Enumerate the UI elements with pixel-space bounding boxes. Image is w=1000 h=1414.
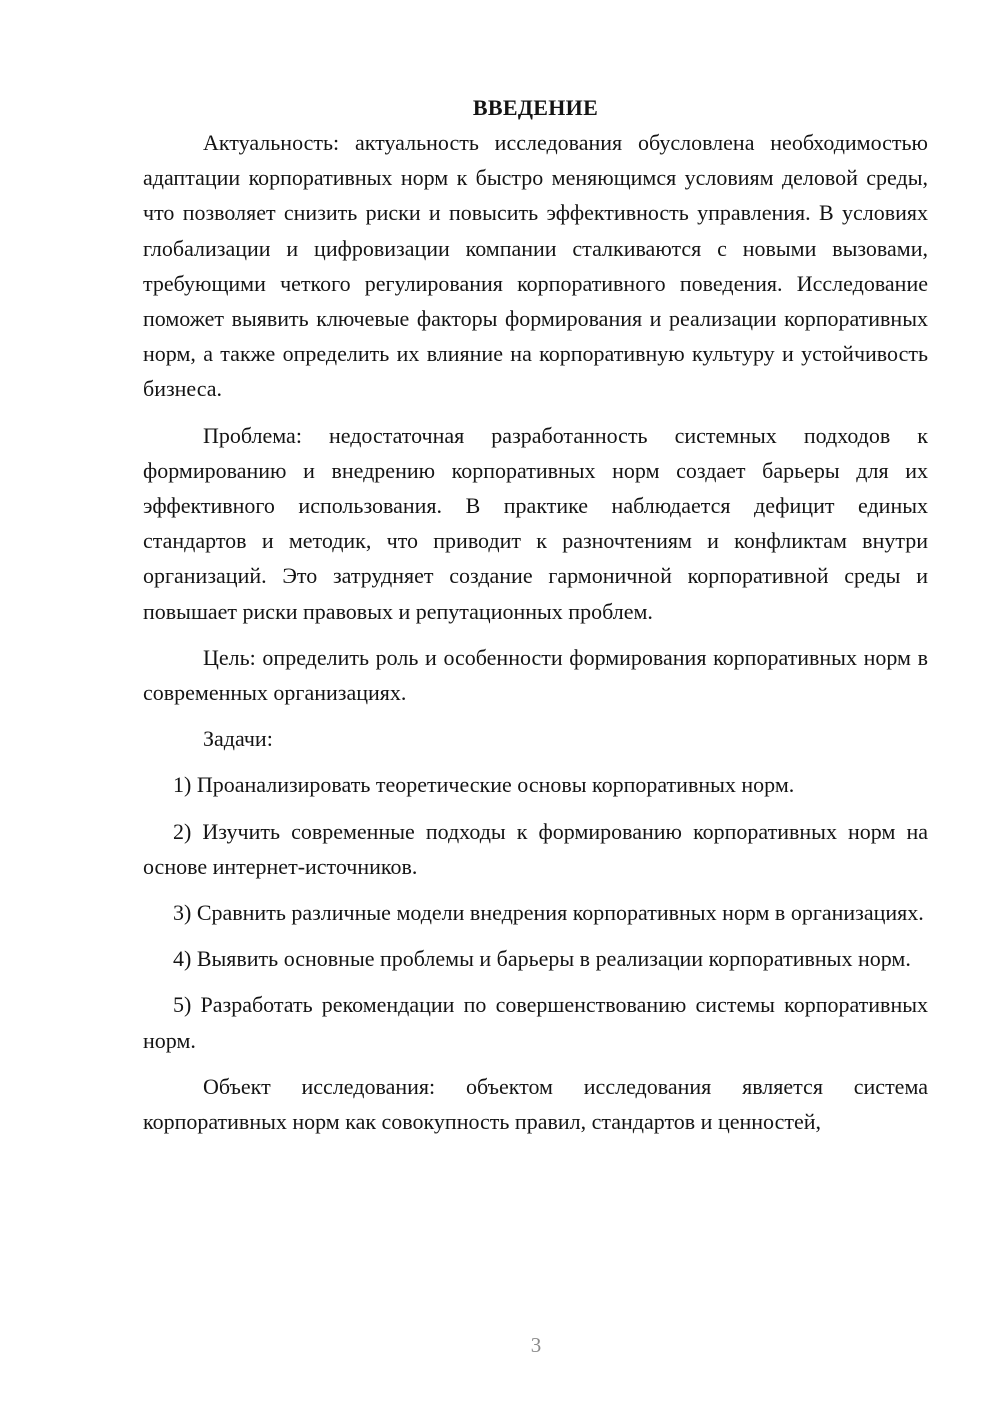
task-item: 1) Проанализировать теоретические основы корпоративных норм. <box>173 772 795 798</box>
paragraph-problem: Проблема: недостаточная разработанность системных подходов к формированию и внедрению корпоративных норм создает барьеры для их эффективного использования. В практике наблюдается дефицит единых стандартов и методик, что приводит к разночтениям и конфликтам внутри организаций. Это затрудняет создание гармоничной корпоративной среды и повышает риски правовых и репутационных проблем. <box>143 422 928 624</box>
paragraph-object: Объект исследования: объектом исследования является система корпоративных норм как совокупность правил, стандартов и ценностей, <box>143 1073 928 1135</box>
task-item: 5) Разработать рекомендации по совершенствованию системы корпоративных норм. <box>143 992 928 1053</box>
paragraph-relevance: Актуальность: актуальность исследования обусловлена необходимостью адаптации корпоративных норм к быстро меняющимся условиям деловой среды, что позволяет снизить риски и повысить эффективность управления. В условиях глобализации и цифровизации компании сталкиваются с новыми вызовами, требующими четкого регулирования корпоративного поведения. Исследование поможет выявить ключевые факторы формирования и реализации корпоративных норм, а также определить их влияние на корпоративную культуру и устойчивость бизнеса. <box>143 130 928 402</box>
page-number: 3 <box>530 1333 542 1357</box>
paragraph-tasks-label: Задачи: <box>203 726 273 752</box>
section-heading: ВВЕДЕНИЕ <box>472 95 599 120</box>
task-item: 4) Выявить основные проблемы и барьеры в реализации корпоративных норм. <box>173 946 911 972</box>
task-item: 3) Сравнить различные модели внедрения корпоративных норм в организациях. <box>173 900 924 926</box>
task-item: 2) Изучить современные подходы к формированию корпоративных норм на основе интернет-источников. <box>143 818 928 879</box>
paragraph-goal: Цель: определить роль и особенности формирования корпоративных норм в современных организациях. <box>143 644 928 706</box>
document-page <box>143 90 928 1139</box>
